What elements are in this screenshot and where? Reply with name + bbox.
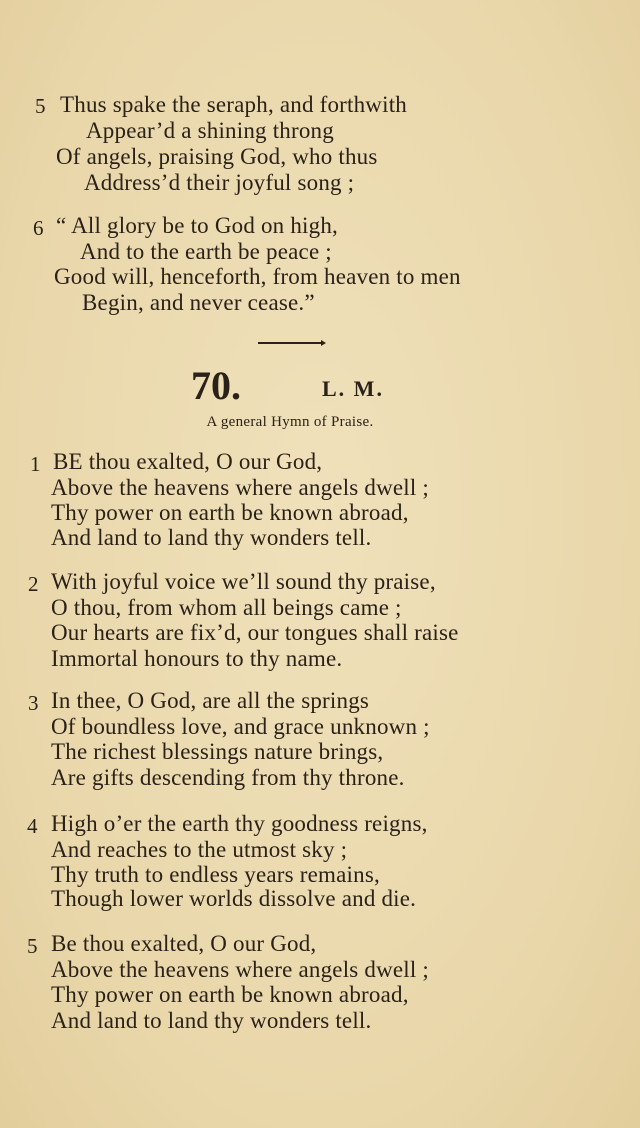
stanza-number: 2 — [28, 572, 39, 596]
verse-line: Thy power on earth be known abroad, — [51, 982, 409, 1007]
verse-line: Thy truth to endless years remains, — [51, 862, 380, 887]
verse-line: Address’d their joyful song ; — [84, 170, 355, 195]
verse-line: Immortal honours to thy name. — [51, 646, 343, 671]
verse-line: With joyful voice we’ll sound thy praise, — [51, 569, 436, 594]
verse-line: Our hearts are fix’d, our tongues shall raise — [51, 620, 459, 645]
verse-line: Thy power on earth be known abroad, — [51, 500, 409, 525]
hymn-number: 70. — [191, 363, 241, 408]
verse-line: The richest blessings nature brings, — [51, 739, 384, 764]
stanza-number: 3 — [28, 691, 39, 715]
verse-line: Above the heavens where angels dwell ; — [51, 957, 430, 982]
verse-line: And land to land thy wonders tell. — [51, 1008, 372, 1033]
stanza-number: 1 — [30, 452, 41, 476]
hymn-title: A general Hymn of Praise. — [206, 414, 374, 430]
verse-line: “ All glory be to God on high, — [56, 213, 338, 238]
stanza-number: 5 — [27, 934, 38, 958]
verse-line: Of boundless love, and grace unknown ; — [51, 714, 430, 739]
section-divider — [258, 342, 322, 344]
stanza-number: 4 — [27, 814, 38, 838]
verse-line: Above the heavens where angels dwell ; — [51, 475, 430, 500]
verse-line: Begin, and never cease.” — [82, 290, 315, 315]
verse-line: Thus spake the seraph, and forthwith — [60, 92, 408, 117]
verse-line: Of angels, praising God, who thus — [56, 144, 378, 169]
verse-line: Be thou exalted, O our God, — [51, 931, 317, 956]
stanza-number: 5 — [35, 94, 46, 118]
stanza-number: 6 — [33, 216, 44, 240]
verse-line: Appear’d a shining throng — [86, 118, 334, 143]
hymn-meter: L. M. — [322, 376, 384, 401]
verse-line: BE thou exalted, O our God, — [53, 449, 323, 474]
verse-line: In thee, O God, are all the springs — [51, 688, 370, 713]
verse-line: And land to land thy wonders tell. — [51, 525, 372, 550]
verse-line: O thou, from whom all beings came ; — [51, 595, 402, 620]
verse-line: High o’er the earth thy goodness reigns, — [51, 811, 428, 836]
verse-line: And to the earth be peace ; — [80, 239, 332, 264]
verse-line: And reaches to the utmost sky ; — [51, 837, 348, 862]
verse-line: Are gifts descending from thy throne. — [51, 765, 405, 790]
verse-line: Good will, henceforth, from heaven to men — [54, 264, 461, 289]
verse-line: Though lower worlds dissolve and die. — [51, 886, 417, 911]
